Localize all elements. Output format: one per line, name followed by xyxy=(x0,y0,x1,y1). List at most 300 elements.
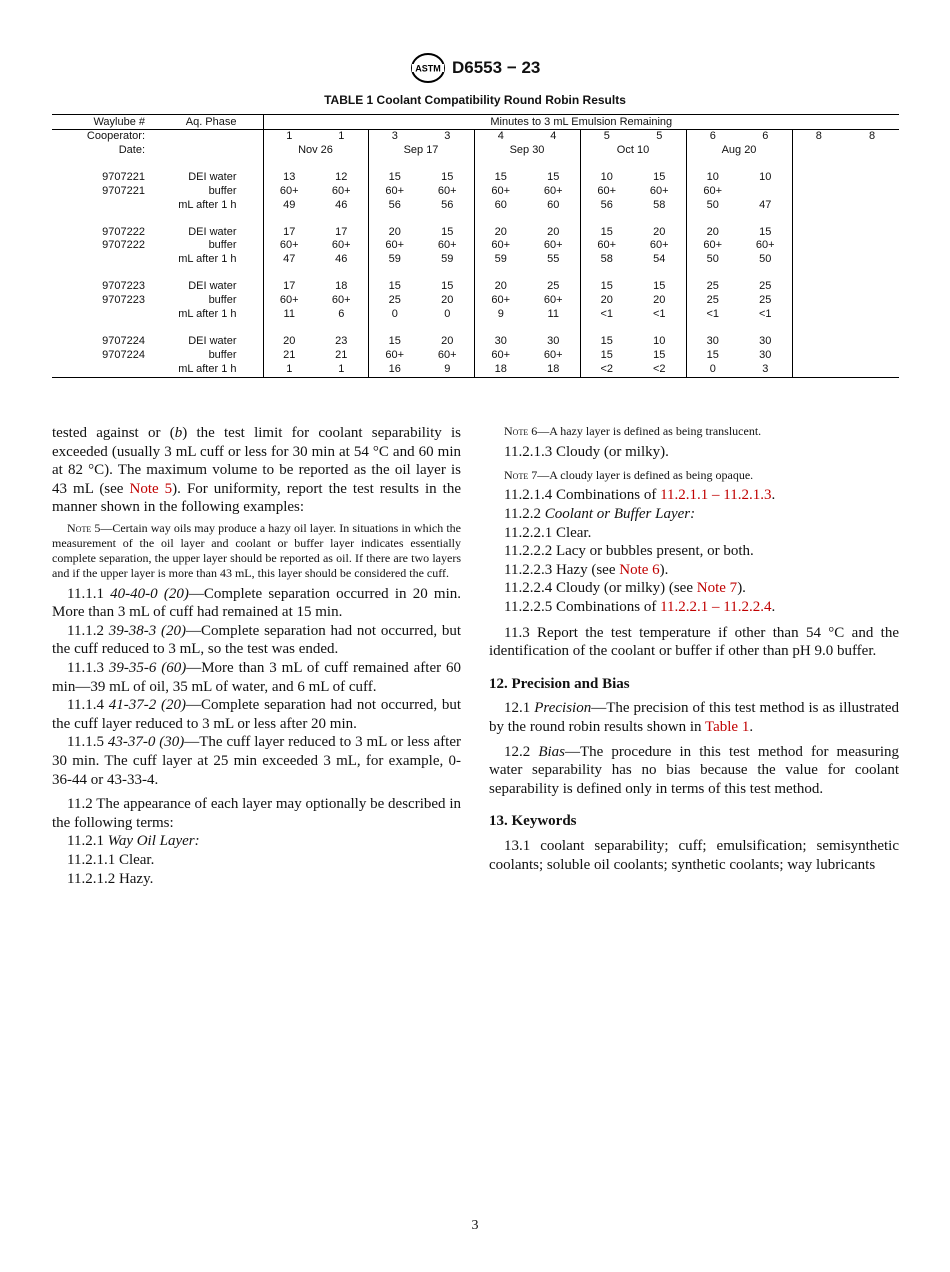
empty-cell xyxy=(175,144,263,158)
note-7: Note 7—A cloudy layer is defined as being opaque. xyxy=(504,467,754,482)
table-cell: 49 xyxy=(263,199,315,213)
table-cell xyxy=(845,363,899,377)
table-cell: 10 xyxy=(759,170,772,183)
table-cell: 17 xyxy=(263,226,315,240)
table-cell: 20 xyxy=(653,225,666,238)
table-cell: 23 xyxy=(335,334,348,347)
aq-phase: DEI water xyxy=(188,170,237,183)
spacer-row xyxy=(52,267,899,280)
table-cell: 60+ xyxy=(437,239,457,252)
table-cell: 20 xyxy=(580,294,633,308)
empty-cell xyxy=(527,267,580,280)
empty-cell xyxy=(580,213,633,226)
table-cell: 15 xyxy=(441,225,454,238)
table-cell xyxy=(845,308,899,322)
table-cell xyxy=(792,308,845,322)
document-id: D6553 − 23 xyxy=(452,58,541,77)
left-column xyxy=(52,424,461,888)
table-cell xyxy=(845,280,899,294)
example-item-11-1-4: 11.1.4 41-37-2 (20)—Complete separation had not occurred, but the cuff layer reduced to 3 mL or less after 20 min. xyxy=(52,697,462,732)
table-cell: 20 xyxy=(547,225,560,238)
table-cell: 15 xyxy=(547,170,560,183)
paragraph-12-2: 12.2 Bias—The procedure in this test method for measuring water separability has no bias because the value for coolant separability is defined only in terms of this test method. xyxy=(489,743,900,797)
link-11-2-1-1[interactable]: 11.2.1.1 – 11.2.1.3 xyxy=(660,487,772,504)
page-number: 3 xyxy=(471,1218,479,1233)
table-cell: 60+ xyxy=(543,294,563,307)
note-7-link[interactable]: Note 7 xyxy=(696,580,738,597)
table-cell: 60+ xyxy=(543,348,563,361)
empty-cell xyxy=(686,158,739,171)
empty-cell xyxy=(368,322,421,335)
example-item-11-1-3: 11.1.3 39-35-6 (60)—More than 3 mL of cuff remained after 60 min—39 mL of oil, 35 mL of water, and 6 mL of cuff. xyxy=(52,659,461,695)
paragraph-12-1: 12.1 Precision—The precision of this test method is as illustrated by the round robin results shown in Table 1. xyxy=(489,700,900,735)
table-cell: 15 xyxy=(580,349,633,363)
table-cell: 15 xyxy=(759,225,772,238)
paragraph-13-1: 13.1 coolant separability; cuff; emulsification; semisynthetic coolants; soluble oil coolants; synthetic coolants; way lubricants xyxy=(489,837,899,873)
table-cell: 17 xyxy=(263,280,315,294)
table-cell xyxy=(845,349,899,363)
table-cell: 0 xyxy=(444,308,451,321)
table-cell: 9 xyxy=(474,308,527,322)
table-cell: 12 xyxy=(335,170,348,183)
table-cell: 15 xyxy=(580,226,633,240)
empty-cell xyxy=(421,158,474,171)
empty-cell xyxy=(580,158,633,171)
table-cell: 60+ xyxy=(474,294,527,308)
empty-cell xyxy=(633,158,686,171)
table-cell xyxy=(845,239,899,253)
empty-cell xyxy=(686,322,739,335)
spacer-row xyxy=(52,213,899,226)
table-cell: 9 xyxy=(421,363,474,377)
waylube-id: 9707222 xyxy=(102,225,145,238)
empty-cell xyxy=(263,322,315,335)
paragraph-11-2-1: 11.2.1 Way Oil Layer: xyxy=(67,833,200,850)
table-cell: 60+ xyxy=(437,348,457,361)
table-cell xyxy=(792,349,845,363)
table-row xyxy=(52,185,899,199)
paragraph-11-2-1-2: 11.2.1.2 Hazy. xyxy=(67,870,154,887)
table-cell: 60+ xyxy=(368,239,421,253)
column-header-minutes: Minutes to 3 mL Emulsion Remaining xyxy=(263,115,899,130)
table-cell: 59 xyxy=(441,253,454,266)
waylube-id: 9707223 xyxy=(102,280,145,293)
table-cell: 20 xyxy=(474,280,527,294)
waylube-id xyxy=(52,363,175,377)
logo-text: ASTM xyxy=(415,63,441,74)
date-label: Date: xyxy=(118,143,145,156)
note-5: Note 5—Certain way oils may produce a hazy oil layer. In situations in which the measurement of the oil layer and coolant or buffer layer indicates essentially complete separation, the upper layer should be reported as oil. If there are two layers and if the upper layer is more than 43 mL, this layer should be considered the cuff. xyxy=(52,520,461,580)
table-cell: 60 xyxy=(474,199,527,213)
table-cell: 15 xyxy=(368,335,421,349)
cooperator-value: 8 xyxy=(792,130,845,144)
empty-cell xyxy=(527,213,580,226)
aq-phase: mL after 1 h xyxy=(178,308,237,321)
table-cell xyxy=(792,185,845,199)
empty-cell xyxy=(527,158,580,171)
table-cell: 56 xyxy=(441,198,454,211)
table-cell: 25 xyxy=(686,294,739,308)
table-cell: 30 xyxy=(547,334,560,347)
paragraph-11-2-1-3: 11.2.1.3 Cloudy (or milky). xyxy=(504,443,669,460)
table-cell: 25 xyxy=(686,280,739,294)
table-cell: 60+ xyxy=(580,185,633,199)
table-cell xyxy=(792,363,845,377)
table-cell: 30 xyxy=(759,334,772,347)
table-cell: 16 xyxy=(368,363,421,377)
table-cell: 56 xyxy=(368,199,421,213)
waylube-id: 9707221 xyxy=(102,184,145,197)
table-cell xyxy=(792,226,845,240)
empty-cell xyxy=(686,267,739,280)
table-cell: 60+ xyxy=(263,294,315,308)
table-cell: 60+ xyxy=(368,185,421,199)
table-cell: 15 xyxy=(368,171,421,185)
paragraph-11-3: 11.3 Report the test temperature if other than 54 °C and the identification of the coolant or buffer if other than pH 9.0 buffer. xyxy=(489,624,899,660)
cooperator-value: 1 xyxy=(263,130,315,144)
paragraph-11-2-2-3: 11.2.2.3 Hazy (see Note 6). xyxy=(504,561,669,578)
empty-cell xyxy=(52,158,175,171)
empty-cell xyxy=(263,158,315,171)
empty-cell xyxy=(175,158,263,171)
section-13-heading: 13. Keywords xyxy=(489,813,577,830)
table-cell: 59 xyxy=(368,253,421,267)
empty-cell xyxy=(739,322,792,335)
table-cell: 17 xyxy=(335,225,348,238)
table-cell xyxy=(845,226,899,240)
empty-cell xyxy=(175,267,263,280)
table-cell: <1 xyxy=(580,308,633,322)
link-11-2-2-1[interactable]: 11.2.2.1 – 11.2.2.4 xyxy=(660,598,772,615)
table-cell: <2 xyxy=(580,363,633,377)
table-cell: 30 xyxy=(474,335,527,349)
table-cell: 60+ xyxy=(263,239,315,253)
date-value: Oct 10 xyxy=(580,144,686,158)
empty-cell xyxy=(52,267,175,280)
table-cell: 1 xyxy=(263,363,315,377)
note-6: Note 6—A hazy layer is defined as being translucent. xyxy=(504,424,762,438)
empty-cell xyxy=(580,322,633,335)
empty-cell xyxy=(315,267,368,280)
table-cell: 50 xyxy=(686,253,739,267)
spacer-row xyxy=(52,322,899,335)
table-cell xyxy=(792,280,845,294)
paragraph-11-2-1-1: 11.2.1.1 Clear. xyxy=(67,851,155,868)
table-cell: 18 xyxy=(527,363,580,377)
empty-cell xyxy=(315,322,368,335)
table-cell: 13 xyxy=(263,171,315,185)
empty-cell xyxy=(633,267,686,280)
table-cell: 25 xyxy=(547,280,560,293)
date-value: Sep 17 xyxy=(368,144,474,158)
cooperator-value: 3 xyxy=(444,130,451,142)
table-cell: 20 xyxy=(368,226,421,240)
table-cell: 60+ xyxy=(580,239,633,253)
table-cell: 47 xyxy=(263,253,315,267)
aq-phase: buffer xyxy=(208,184,237,197)
table-cell: 1 xyxy=(315,363,368,377)
table-cell xyxy=(739,185,792,199)
table-cell xyxy=(792,335,845,349)
table-cell xyxy=(845,185,899,199)
spacer-row xyxy=(52,158,899,171)
empty-cell xyxy=(315,158,368,171)
empty-cell xyxy=(792,322,845,335)
cooperator-label: Cooperator: xyxy=(86,130,145,142)
empty-cell xyxy=(527,322,580,335)
table-cell: 60+ xyxy=(331,239,351,252)
empty-cell xyxy=(263,213,315,226)
table-cell: <1 xyxy=(686,308,739,322)
note-5-link[interactable]: Note 5 xyxy=(129,480,173,497)
waylube-id: 9707223 xyxy=(102,294,145,307)
table-cell: 60+ xyxy=(649,184,669,197)
table-row xyxy=(52,226,899,240)
table-row xyxy=(52,294,899,308)
cooperator-row xyxy=(52,130,899,144)
cooperator-value: 5 xyxy=(656,130,663,142)
table-cell xyxy=(792,239,845,253)
paragraph-11-2-1-4: 11.2.1.4 Combinations of 11.2.1.1 – 11.2.1.3. xyxy=(504,487,776,504)
table-cell: 60+ xyxy=(331,294,351,307)
empty-cell xyxy=(739,213,792,226)
cooperator-value: 6 xyxy=(762,130,769,142)
waylube-id: 9707224 xyxy=(102,334,145,347)
table-cell: 60+ xyxy=(686,239,739,253)
table-row xyxy=(52,308,899,322)
table-row xyxy=(52,199,899,213)
table-cell: 15 xyxy=(686,349,739,363)
waylube-id xyxy=(52,253,175,267)
empty-cell xyxy=(368,158,421,171)
table-cell: 30 xyxy=(759,348,772,361)
empty-cell xyxy=(315,213,368,226)
table-cell: 15 xyxy=(580,335,633,349)
date-value: Aug 20 xyxy=(686,144,792,158)
table-cell xyxy=(792,171,845,185)
table-cell: 60+ xyxy=(543,239,563,252)
aq-phase: mL after 1 h xyxy=(175,363,263,377)
paragraph-11-2: 11.2 The appearance of each layer may optionally be described in the following terms: xyxy=(52,796,461,831)
table-cell: 15 xyxy=(474,171,527,185)
table-cell: 60+ xyxy=(474,239,527,253)
table-cell: 15 xyxy=(368,280,421,294)
table-cell: 15 xyxy=(653,170,666,183)
table-header-row xyxy=(52,115,899,130)
empty-cell xyxy=(368,213,421,226)
table-cell: 60+ xyxy=(474,185,527,199)
waylube-id: 9707222 xyxy=(102,239,145,252)
cooperator-value: 6 xyxy=(686,130,739,144)
empty-cell xyxy=(421,322,474,335)
table-row xyxy=(52,363,899,377)
table-cell: 15 xyxy=(580,280,633,294)
empty-cell xyxy=(421,213,474,226)
empty-cell xyxy=(792,158,845,171)
table-cell: 0 xyxy=(368,308,421,322)
table-cell: 58 xyxy=(580,253,633,267)
empty-cell xyxy=(845,158,899,171)
empty-cell xyxy=(739,158,792,171)
table-cell: 20 xyxy=(441,294,454,307)
table-row xyxy=(52,253,899,267)
waylube-id xyxy=(52,199,175,213)
table-cell: 3 xyxy=(739,363,792,377)
waylube-id: 9707221 xyxy=(102,170,145,183)
table-cell: 10 xyxy=(653,334,666,347)
table-cell: 56 xyxy=(580,199,633,213)
table-cell xyxy=(792,294,845,308)
date-value: Nov 26 xyxy=(263,144,368,158)
table-cell xyxy=(845,171,899,185)
empty-cell xyxy=(474,213,527,226)
empty-cell xyxy=(474,158,527,171)
cooperator-value: 5 xyxy=(580,130,633,144)
empty-cell xyxy=(633,213,686,226)
aq-phase: mL after 1 h xyxy=(178,198,237,211)
table-cell: 20 xyxy=(263,335,315,349)
aq-phase: buffer xyxy=(208,294,237,307)
empty-cell xyxy=(368,267,421,280)
page-header xyxy=(0,52,950,86)
waylube-id: 9707224 xyxy=(102,348,145,361)
table-cell: 15 xyxy=(653,348,666,361)
table-row xyxy=(52,280,899,294)
table-cell: 54 xyxy=(653,253,666,266)
table-cell: 58 xyxy=(653,198,666,211)
table-cell: 10 xyxy=(686,171,739,185)
table-cell xyxy=(792,253,845,267)
example-item-11-1-5: 11.1.5 43-37-0 (30)—The cuff layer reduced to 3 mL or less after 30 min. The cuff layer at 25 min exceeded 3 mL, for example, 0-36-44 or 43-33-4. xyxy=(52,734,461,788)
date-row xyxy=(52,144,899,158)
table-cell: 0 xyxy=(686,363,739,377)
table-cell xyxy=(845,253,899,267)
table-cell: 6 xyxy=(338,308,345,321)
table-cell: 21 xyxy=(263,349,315,363)
table-cell: 20 xyxy=(686,226,739,240)
table-cell: 30 xyxy=(686,335,739,349)
table-title: TABLE 1 Coolant Compatibility Round Robin Results xyxy=(324,93,626,107)
empty-cell xyxy=(792,267,845,280)
table-cell: 20 xyxy=(441,334,454,347)
table-cell: <1 xyxy=(758,308,772,321)
table-cell: 10 xyxy=(580,171,633,185)
aq-phase: DEI water xyxy=(188,280,237,293)
cooperator-value: 1 xyxy=(338,130,345,142)
empty-cell xyxy=(52,322,175,335)
table-cell: 46 xyxy=(335,198,348,211)
table-cell: 15 xyxy=(441,170,454,183)
table-row xyxy=(52,171,899,185)
empty-cell xyxy=(474,267,527,280)
table-cell xyxy=(845,294,899,308)
paragraph-11-1-intro: tested against or (b) the test limit for coolant separability is exceeded (usually 3 mL cuff or less for 30 min at 54 °C and 60 min at 82 °C). The maximum volume to be reported as the oil layer is 43 mL (see Note 5). For uniformity, report the test results in the manner shown in the following examples: xyxy=(52,425,462,516)
cooperator-value: 4 xyxy=(474,130,527,144)
empty-cell xyxy=(474,322,527,335)
paragraph-11-2-2-2: 11.2.2.2 Lacy or bubbles present, or both. xyxy=(504,543,754,560)
empty-cell xyxy=(421,267,474,280)
aq-phase: buffer xyxy=(208,348,237,361)
table-1-link[interactable]: Table 1 xyxy=(704,718,750,735)
paragraph-11-2-2-1: 11.2.2.1 Clear. xyxy=(504,524,592,541)
table-cell xyxy=(845,335,899,349)
table-cell: 60+ xyxy=(686,185,739,199)
table-row xyxy=(52,335,899,349)
table-cell: <2 xyxy=(633,363,686,377)
section-12-heading: 12. Precision and Bias xyxy=(489,675,630,692)
table-cell: 20 xyxy=(474,226,527,240)
table-cell: 60+ xyxy=(263,185,315,199)
table-cell: 25 xyxy=(759,280,772,293)
empty-cell xyxy=(175,322,263,335)
table-cell: 18 xyxy=(474,363,527,377)
table-cell: 25 xyxy=(759,294,772,307)
table-cell: 60+ xyxy=(474,349,527,363)
empty-cell xyxy=(175,130,263,144)
table-cell: 60+ xyxy=(331,184,351,197)
table-cell: 59 xyxy=(474,253,527,267)
column-header-aq-phase: Aq. Phase xyxy=(175,115,263,130)
aq-phase: buffer xyxy=(208,239,237,252)
table-cell: 60 xyxy=(547,198,560,211)
table-row xyxy=(52,349,899,363)
table-cell: 25 xyxy=(368,294,421,308)
table-cell xyxy=(792,199,845,213)
waylube-id xyxy=(52,308,175,322)
table-cell: 60+ xyxy=(755,239,775,252)
aq-phase: mL after 1 h xyxy=(178,253,237,266)
empty-cell xyxy=(739,267,792,280)
empty-cell xyxy=(263,267,315,280)
table-cell: 60+ xyxy=(543,184,563,197)
empty-cell xyxy=(580,267,633,280)
astm-logo-icon xyxy=(410,52,446,84)
results-table xyxy=(52,114,899,378)
empty-cell xyxy=(845,322,899,335)
table-cell: 60+ xyxy=(437,184,457,197)
table-row xyxy=(52,239,899,253)
column-header-waylube: Waylube # xyxy=(52,115,175,130)
empty-cell xyxy=(175,213,263,226)
empty-cell xyxy=(845,267,899,280)
note-6-link[interactable]: Note 6 xyxy=(619,561,660,578)
table-cell: <1 xyxy=(652,308,666,321)
example-item-11-1-1: 11.1.1 40-40-0 (20)—Complete separation occurred in 20 min. More than 3 mL of cuff had remained at 15 min. xyxy=(52,585,461,621)
table-cell: 20 xyxy=(653,294,666,307)
paragraph-11-2-2: 11.2.2 Coolant or Buffer Layer: xyxy=(504,506,696,522)
table-cell: 11 xyxy=(547,308,559,321)
table-cell: 21 xyxy=(335,348,348,361)
table-cell: 15 xyxy=(441,280,454,293)
table-cell: 55 xyxy=(547,253,560,266)
empty-cell xyxy=(633,322,686,335)
paragraph-11-2-2-5: 11.2.2.5 Combinations of 11.2.2.1 – 11.2.2.4. xyxy=(504,598,776,615)
date-value xyxy=(792,144,899,158)
right-column xyxy=(489,424,899,874)
example-item-11-1-2: 11.1.2 39-38-3 (20)—Complete separation had not occurred, but the cuff reduced to 3 mL, so the test was ended. xyxy=(52,622,462,658)
table-cell: 60+ xyxy=(649,239,669,252)
aq-phase: DEI water xyxy=(188,334,237,347)
aq-phase: DEI water xyxy=(188,225,237,238)
table-cell: 50 xyxy=(686,199,739,213)
table-cell: 47 xyxy=(759,198,772,211)
cooperator-value: 8 xyxy=(868,130,876,142)
empty-cell xyxy=(845,213,899,226)
empty-cell xyxy=(792,213,845,226)
table-cell: 50 xyxy=(759,253,772,266)
cooperator-value: 4 xyxy=(550,130,557,142)
empty-cell xyxy=(52,213,175,226)
